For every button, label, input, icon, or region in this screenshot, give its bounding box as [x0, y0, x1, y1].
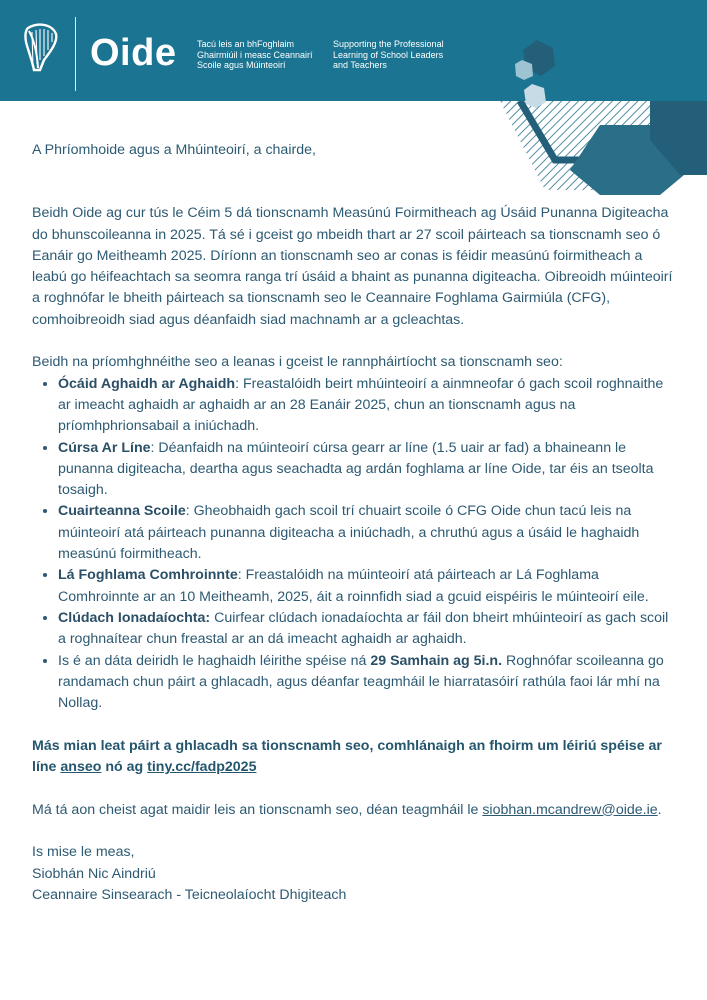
list-item [58, 608, 677, 651]
tagline-irish [197, 39, 313, 71]
list-item-text: : Déanfaidh na múinteoirí cúrsa gearr ar líne (1.5 uair ar fad) a bhaineann le punanna digiteacha, deartha agus seachadta ag ardán foghlama ar líne Oide, tar éis an tseolta tosaigh. [58, 439, 654, 499]
list-item-title: Cúrsa Ar Líne [58, 439, 151, 456]
signer-name: Siobhán Nic Aindriú [32, 865, 156, 882]
call-to-action [32, 736, 677, 779]
list-item-text: : Freastalóidh na múinteoirí atá páirteach ar Lá Foghlama Comhroinnte ar an 10 Meitheamh, 2025, áit a roinnfidh siad a gcuid eispéiris le múinteoirí eile. [58, 567, 649, 605]
deadline-after: Roghnófar scoileanna go randamach chun páirt a ghlacadh, agus déanfar teagmháil le hiarratasóirí rathúla faoi lár mhí na Nollag. [58, 652, 664, 712]
list-item-text: Cuirfear clúdach ionadaíochta ar fáil don bheirt mhúinteoirí as gach scoil a roghnaítear chun freastal ar an dá imeacht aghaidh ar aghaidh. [58, 609, 669, 648]
closing: Is mise le meas, [32, 844, 135, 861]
harp-logo-icon [20, 22, 60, 74]
features-intro: Beidh na príomhghnéithe seo a leanas i gceist le rannpháirtíocht sa tionscnamh seo: [32, 354, 563, 371]
form-link[interactable]: anseo [60, 759, 102, 776]
contact-end: . [657, 801, 662, 818]
list-item-text: : Freastalóidh beirt mhúinteoirí a ainmneofar ó gach scoil roghnaithe ar imeacht aghaidh ar aghaidh ar an 28 Eanáir 2025, chun an tionscnamh agus na príomhphrionsabail a iniúchadh. [58, 375, 664, 435]
cta-middle: nó ag [101, 759, 148, 776]
intro-paragraph: Beidh Oide ag cur tús le Céim 5 dá tionscnamh Measúnú Foirmitheach ag Úsáid Punanna Digiteacha do bhunscoileanna in 2025. Tá sé i gceist go mbeidh thart ar 27 scoil páirteach sa tionscnamh seo ó Eanáir go Meitheamh 2025. Díríonn an tionscnamh seo ar conas is féidir measúnú foirmitheach a leabú go héifeachtach sa seomra ranga trí úsáid a bhaint as punanna digiteacha. Oibreoidh múinteoirí a roghnófar le bheith páirteach sa tionscnamh seo le Ceannaire Foghlama Gairmiúla (CFG), comhoibreoidh siad agus déanfaidh siad machnamh ar a gcleachtas. [32, 205, 673, 328]
list-item-text: : Gheobhaidh gach scoil trí chuairt scoile ó CFG Oide chun tacú leis na múinteoirí atá páirteach punanna digiteacha a iniúchadh, a chruthú agus a úsáid le haghaidh measúnú foirmitheach. [58, 503, 640, 563]
brand-name: Oide [90, 32, 177, 74]
contact-text: Má tá aon cheist agat maidir leis an tionscnamh seo, déan teagmháil le [32, 801, 483, 818]
list-item [58, 438, 677, 502]
cta-text: Más mian leat páirt a ghlacadh sa tionscnamh seo, comhlánaigh an fhoirm um léiriú spéise ar líne [32, 737, 662, 776]
tagline-english-line: Supporting the Professional [333, 39, 444, 49]
tagline-english-line: Learning of School Leaders [333, 49, 444, 60]
header-divider [75, 17, 76, 91]
features-list [32, 374, 677, 715]
letter-body [32, 140, 677, 906]
list-item [58, 374, 677, 438]
list-item [58, 565, 677, 608]
tagline-irish-line: Ghairmiúil i measc Ceannairí [197, 49, 313, 60]
deadline-before: Is é an dáta deiridh le haghaidh léirithe spéise ná [58, 652, 371, 669]
list-item-title: Ócáid Aghaidh ar Aghaidh [58, 375, 236, 392]
tagline-irish-line: Tacú leis an bhFoghlaim [197, 39, 295, 49]
deadline-date: 29 Samhain ag 5i.n. [370, 652, 503, 669]
list-item-deadline [58, 651, 677, 715]
greeting: A Phríomhoide agus a Mhúinteoirí, a chairde, [32, 142, 316, 158]
tagline-english-line: and Teachers [333, 60, 387, 70]
tagline-irish-line: Scoile agus Múinteoirí [197, 60, 286, 70]
signer-role: Ceannaire Sinsearach - Teicneolaíocht Dhigiteach [32, 886, 347, 903]
list-item-title: Clúdach Ionadaíochta: [58, 609, 211, 626]
email-link[interactable]: siobhan.mcandrew@oide.ie [482, 801, 658, 818]
list-item [58, 501, 677, 565]
tagline-english [333, 39, 444, 71]
list-item-title: Lá Foghlama Comhroinnte [58, 567, 238, 584]
list-item-title: Cuairteanna Scoile [58, 503, 186, 520]
contact-paragraph [32, 800, 677, 821]
short-url-link[interactable]: tiny.cc/fadp2025 [147, 759, 257, 776]
